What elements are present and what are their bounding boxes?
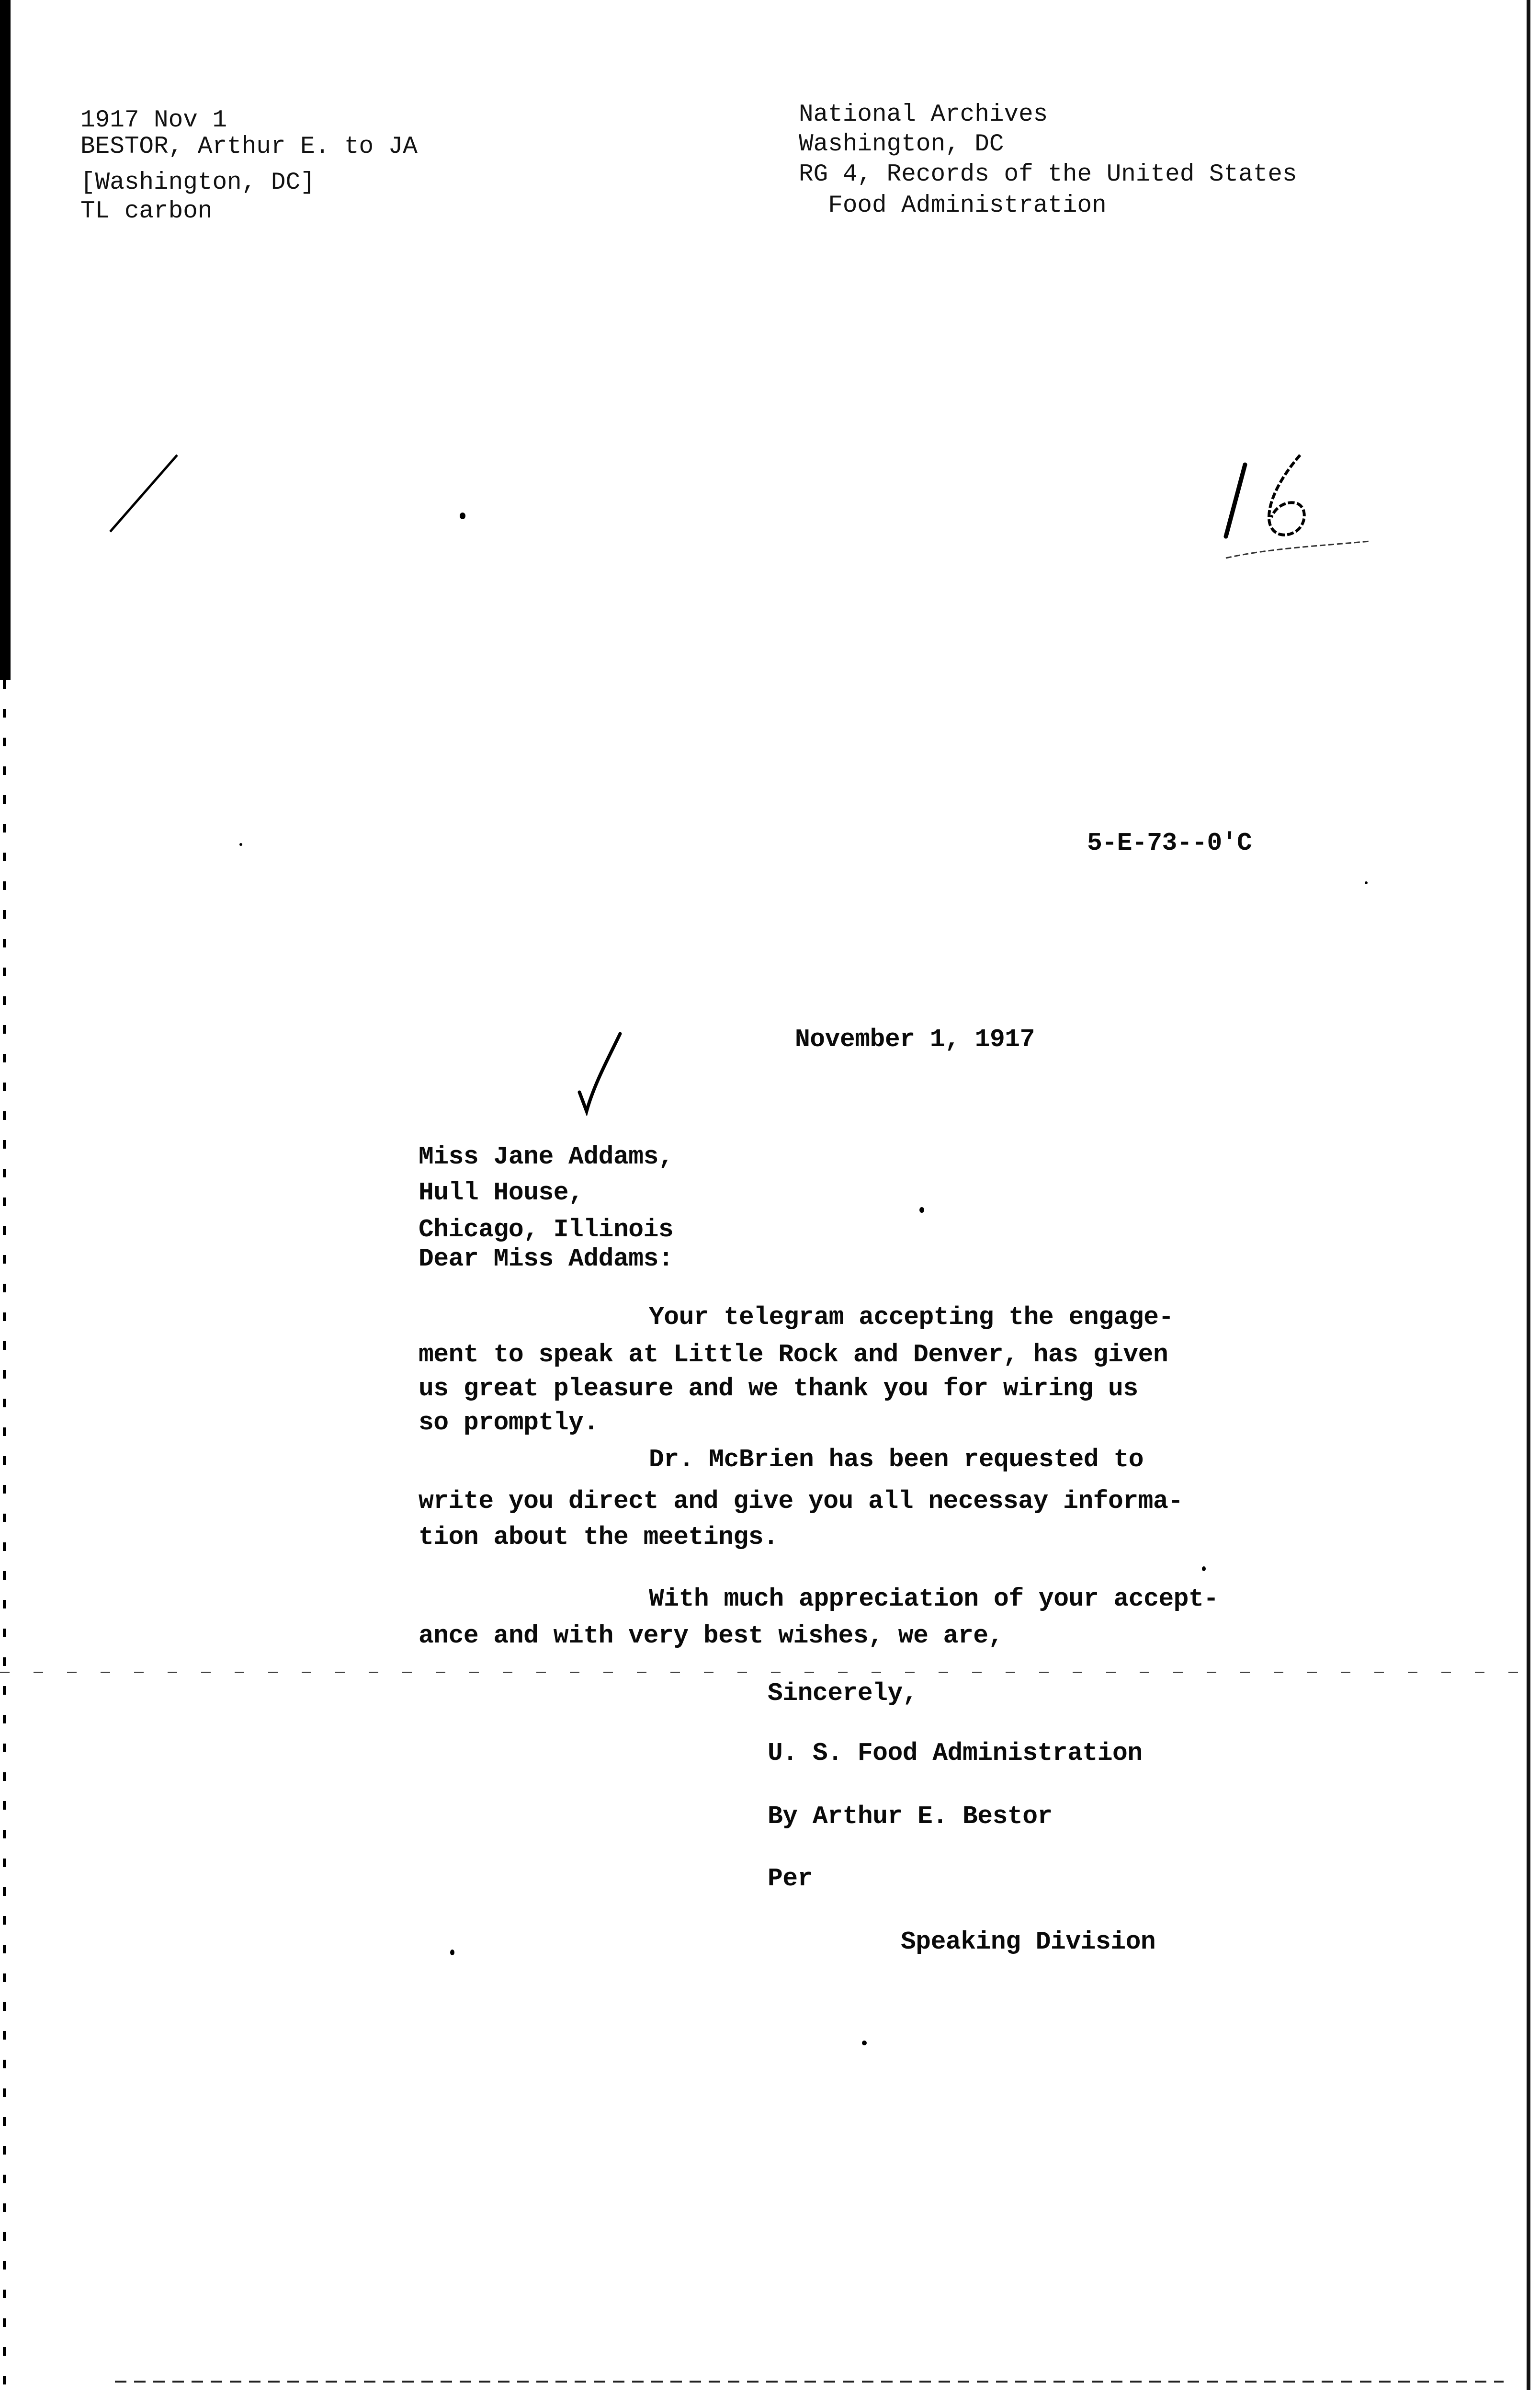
recipient-name: Miss Jane Addams, [419,1142,674,1171]
catalog-record-group-cont: Food Administration [799,192,1107,219]
handwritten-check-mark [565,1030,627,1116]
fold-line [0,1672,1527,1673]
closing-organization: U. S. Food Administration [768,1739,1143,1768]
scan-edge-left-dashed [3,680,6,2385]
paragraph-1-line-1: Your telegram accepting the engage- [649,1303,1174,1332]
scan-speck [460,513,465,519]
letter-date: November 1, 1917 [795,1025,1035,1054]
scan-edge-left [0,0,11,680]
closing-per: Per [768,1864,813,1893]
paragraph-2-line-1: Dr. McBrien has been requested to [649,1445,1144,1474]
catalog-repository: National Archives [799,101,1048,128]
catalog-correspondents: BESTOR, Arthur E. to JA [80,133,418,160]
scan-speck [1365,881,1368,884]
paragraph-1-line-4: so promptly. [419,1408,599,1437]
closing-signature: By Arthur E. Bestor [768,1802,1053,1831]
paragraph-1-line-3: us great pleasure and we thank you for wiring us [419,1374,1138,1403]
recipient-address-line-1: Hull House, [419,1178,584,1207]
catalog-date: 1917 Nov 1 [80,107,227,134]
paragraph-1-line-2: ment to speak at Little Rock and Denver, has given [419,1340,1168,1369]
handwritten-slash-mark [105,450,182,536]
catalog-record-group: RG 4, Records of the United States [799,161,1297,188]
handwritten-page-number-16 [1212,445,1393,560]
scan-speck [450,1950,454,1955]
catalog-type: TL carbon [80,198,213,225]
scan-speck [1202,1566,1206,1571]
salutation: Dear Miss Addams: [419,1244,674,1273]
closing-division: Speaking Division [901,1927,1156,1956]
recipient-address-line-2: Chicago, Illinois [419,1215,674,1244]
paragraph-2-line-3: tion about the meetings. [419,1523,779,1551]
scan-speck [862,2041,867,2045]
file-code: 5-E-73--0'C [1087,829,1252,857]
scan-speck [919,1207,924,1213]
catalog-place: [Washington, DC] [80,169,315,196]
scan-speck [239,843,242,846]
scan-edge-bottom [115,2381,1504,2383]
paragraph-2-line-2: write you direct and give you all necessay informa- [419,1487,1183,1516]
paragraph-3-line-1: With much appreciation of your accept- [649,1585,1219,1613]
catalog-repository-city: Washington, DC [799,131,1004,158]
scan-edge-right [1527,0,1530,2390]
closing-sincerely: Sincerely, [768,1679,918,1708]
paragraph-3-line-2: ance and with very best wishes, we are, [419,1621,1003,1650]
